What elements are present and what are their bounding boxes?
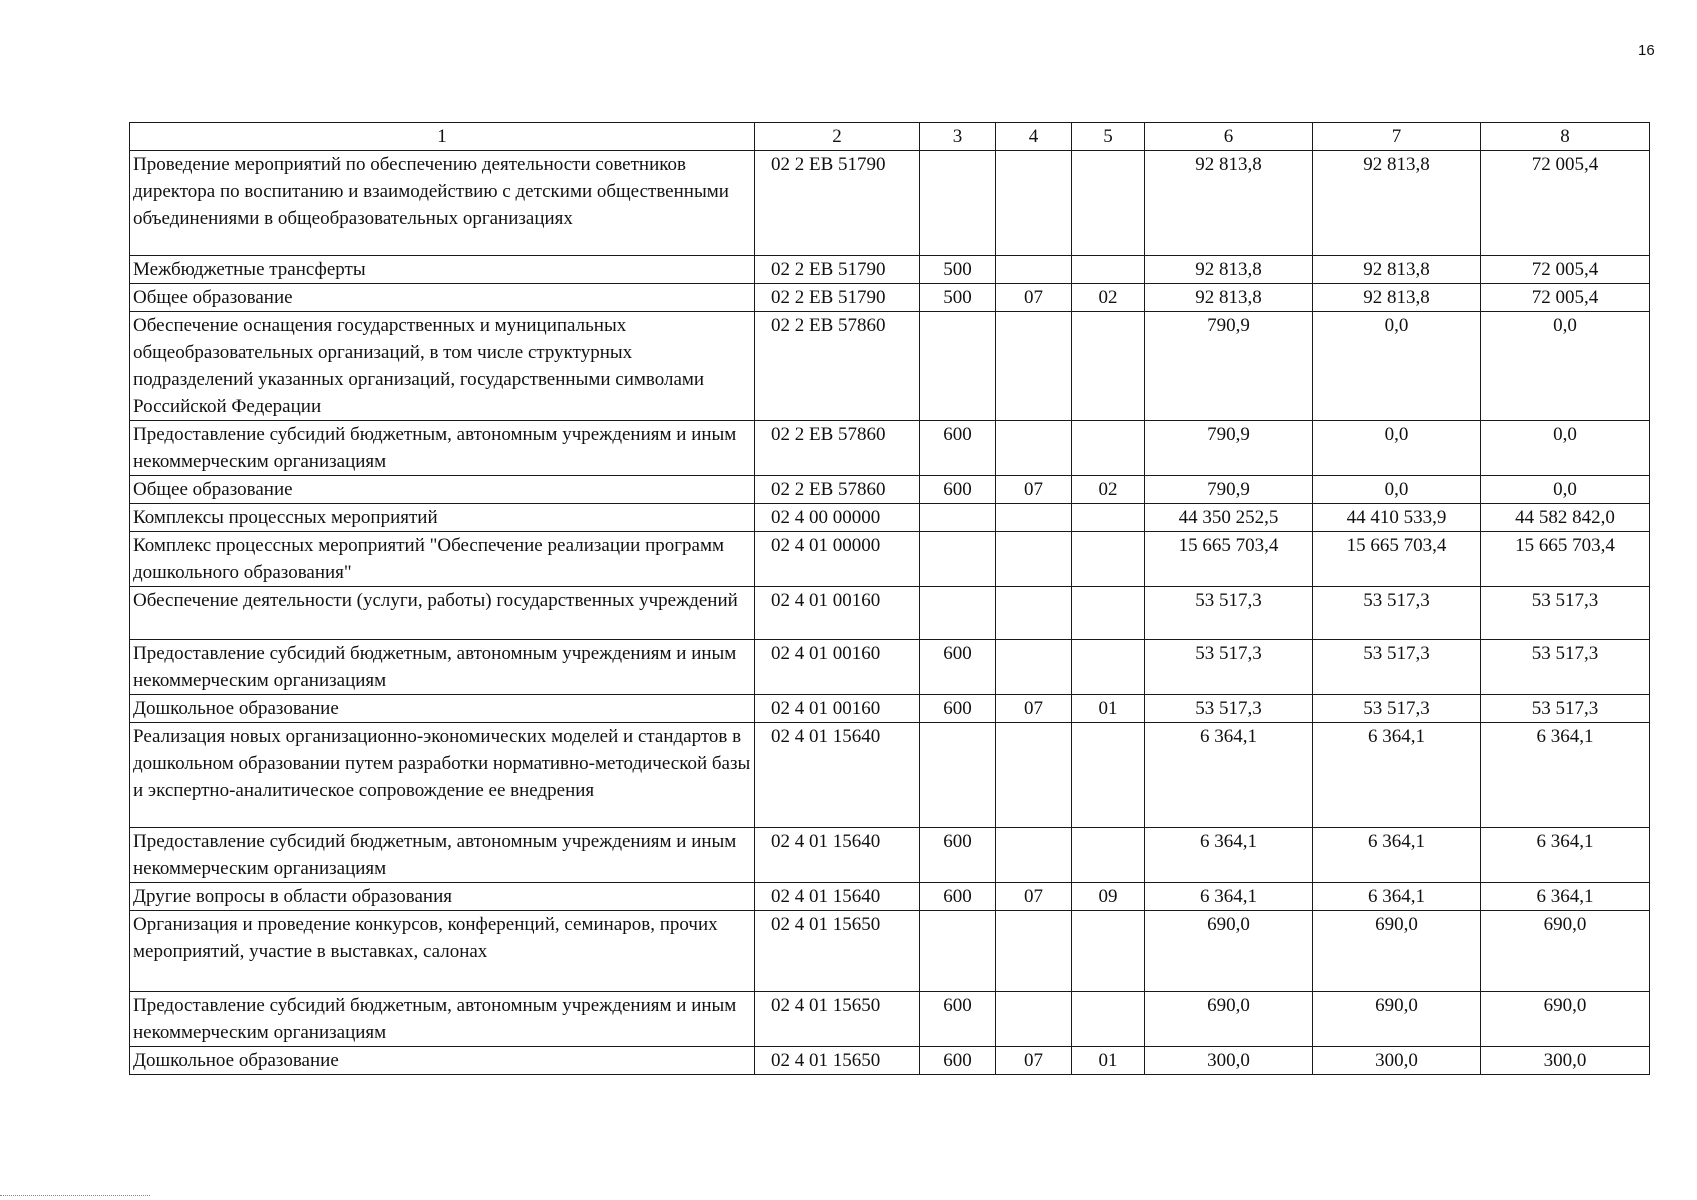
row-value-cell: 790,9 <box>1145 312 1313 421</box>
row-section-cell <box>996 587 1072 640</box>
row-value-cell: 0,0 <box>1313 312 1481 421</box>
row-name-cell: Общее образование <box>130 476 755 504</box>
row-value-cell: 6 364,1 <box>1313 828 1481 883</box>
row-value-cell: 92 813,8 <box>1313 256 1481 284</box>
table-row <box>130 828 1650 883</box>
row-value-cell: 300,0 <box>1313 1047 1481 1075</box>
row-value-cell: 0,0 <box>1481 421 1650 476</box>
header-cell: 4 <box>996 123 1072 151</box>
row-value-cell: 53 517,3 <box>1145 695 1313 723</box>
row-code-cell: 02 4 01 00160 <box>755 587 920 640</box>
row-value-cell: 53 517,3 <box>1313 640 1481 695</box>
row-code-cell: 02 2 ЕВ 51790 <box>755 151 920 256</box>
row-value-cell: 690,0 <box>1481 992 1650 1047</box>
row-value-cell: 53 517,3 <box>1313 587 1481 640</box>
row-code-cell: 02 4 01 00000 <box>755 532 920 587</box>
row-type-cell <box>920 587 996 640</box>
row-type-cell: 600 <box>920 476 996 504</box>
row-code-cell: 02 4 01 00160 <box>755 640 920 695</box>
row-name-cell: Другие вопросы в области образования <box>130 883 755 911</box>
row-code-cell: 02 2 ЕВ 57860 <box>755 476 920 504</box>
footer-divider <box>0 1195 150 1196</box>
row-value-cell: 92 813,8 <box>1145 284 1313 312</box>
row-section-cell <box>996 911 1072 992</box>
row-subsection-cell <box>1072 640 1145 695</box>
row-value-cell: 44 410 533,9 <box>1313 504 1481 532</box>
row-name-cell: Предоставление субсидий бюджетным, автономным учреждениям и иным некоммерческим организациям <box>130 992 755 1047</box>
row-code-cell: 02 4 01 00160 <box>755 695 920 723</box>
row-type-cell <box>920 911 996 992</box>
row-subsection-cell <box>1072 587 1145 640</box>
row-section-cell <box>996 640 1072 695</box>
row-name-cell: Обеспечение оснащения государственных и муниципальных общеобразовательных организаций, в том числе структурных подразделений указанных организаций, государственными символами Российской Федерации <box>130 312 755 421</box>
table-row <box>130 476 1650 504</box>
row-type-cell: 600 <box>920 640 996 695</box>
row-code-cell: 02 4 00 00000 <box>755 504 920 532</box>
budget-table <box>129 122 1650 1075</box>
row-section-cell: 07 <box>996 883 1072 911</box>
row-value-cell: 690,0 <box>1313 911 1481 992</box>
row-value-cell: 72 005,4 <box>1481 151 1650 256</box>
table-row <box>130 640 1650 695</box>
table-row <box>130 256 1650 284</box>
row-value-cell: 72 005,4 <box>1481 284 1650 312</box>
row-type-cell <box>920 312 996 421</box>
row-section-cell: 07 <box>996 1047 1072 1075</box>
row-value-cell: 53 517,3 <box>1481 640 1650 695</box>
row-subsection-cell: 09 <box>1072 883 1145 911</box>
row-subsection-cell: 01 <box>1072 695 1145 723</box>
row-value-cell: 53 517,3 <box>1145 640 1313 695</box>
row-subsection-cell <box>1072 828 1145 883</box>
row-subsection-cell <box>1072 723 1145 828</box>
table-row <box>130 151 1650 256</box>
row-type-cell <box>920 504 996 532</box>
row-subsection-cell <box>1072 151 1145 256</box>
table-row <box>130 532 1650 587</box>
table-body <box>130 151 1650 1075</box>
row-section-cell <box>996 256 1072 284</box>
row-value-cell: 92 813,8 <box>1313 151 1481 256</box>
row-code-cell: 02 4 01 15650 <box>755 911 920 992</box>
row-type-cell <box>920 532 996 587</box>
row-name-cell: Комплексы процессных мероприятий <box>130 504 755 532</box>
row-value-cell: 300,0 <box>1145 1047 1313 1075</box>
row-code-cell: 02 4 01 15640 <box>755 723 920 828</box>
row-value-cell: 790,9 <box>1145 476 1313 504</box>
row-value-cell: 92 813,8 <box>1313 284 1481 312</box>
row-value-cell: 6 364,1 <box>1481 723 1650 828</box>
row-value-cell: 53 517,3 <box>1481 695 1650 723</box>
row-name-cell: Дошкольное образование <box>130 695 755 723</box>
row-value-cell: 690,0 <box>1481 911 1650 992</box>
row-name-cell: Организация и проведение конкурсов, конференций, семинаров, прочих мероприятий, участие в выставках, салонах <box>130 911 755 992</box>
row-value-cell: 6 364,1 <box>1481 883 1650 911</box>
row-value-cell: 790,9 <box>1145 421 1313 476</box>
row-code-cell: 02 4 01 15640 <box>755 883 920 911</box>
row-section-cell: 07 <box>996 476 1072 504</box>
row-section-cell <box>996 723 1072 828</box>
row-section-cell <box>996 312 1072 421</box>
header-cell: 5 <box>1072 123 1145 151</box>
row-type-cell: 500 <box>920 284 996 312</box>
row-value-cell: 6 364,1 <box>1313 723 1481 828</box>
row-section-cell: 07 <box>996 695 1072 723</box>
row-value-cell: 92 813,8 <box>1145 151 1313 256</box>
header-cell: 7 <box>1313 123 1481 151</box>
row-value-cell: 53 517,3 <box>1145 587 1313 640</box>
row-section-cell <box>996 421 1072 476</box>
row-code-cell: 02 2 ЕВ 57860 <box>755 421 920 476</box>
table-row <box>130 723 1650 828</box>
row-code-cell: 02 4 01 15640 <box>755 828 920 883</box>
row-section-cell <box>996 504 1072 532</box>
row-value-cell: 72 005,4 <box>1481 256 1650 284</box>
row-subsection-cell: 01 <box>1072 1047 1145 1075</box>
row-value-cell: 15 665 703,4 <box>1313 532 1481 587</box>
row-subsection-cell <box>1072 992 1145 1047</box>
row-value-cell: 6 364,1 <box>1481 828 1650 883</box>
table-header <box>130 123 1650 151</box>
table-row <box>130 504 1650 532</box>
row-value-cell: 44 350 252,5 <box>1145 504 1313 532</box>
row-type-cell: 600 <box>920 828 996 883</box>
header-row <box>130 123 1650 151</box>
header-cell: 1 <box>130 123 755 151</box>
row-value-cell: 53 517,3 <box>1481 587 1650 640</box>
row-code-cell: 02 2 ЕВ 51790 <box>755 284 920 312</box>
row-name-cell: Межбюджетные трансферты <box>130 256 755 284</box>
header-cell: 2 <box>755 123 920 151</box>
row-type-cell: 600 <box>920 421 996 476</box>
row-value-cell: 92 813,8 <box>1145 256 1313 284</box>
row-section-cell <box>996 828 1072 883</box>
table-row <box>130 1047 1650 1075</box>
row-type-cell: 600 <box>920 1047 996 1075</box>
row-value-cell: 300,0 <box>1481 1047 1650 1075</box>
table-row <box>130 911 1650 992</box>
row-subsection-cell: 02 <box>1072 476 1145 504</box>
page-number: 16 <box>1638 42 1655 59</box>
header-cell: 6 <box>1145 123 1313 151</box>
row-name-cell: Предоставление субсидий бюджетным, автономным учреждениям и иным некоммерческим организациям <box>130 421 755 476</box>
row-type-cell: 600 <box>920 883 996 911</box>
row-section-cell <box>996 532 1072 587</box>
table-row <box>130 992 1650 1047</box>
row-value-cell: 6 364,1 <box>1145 723 1313 828</box>
row-subsection-cell <box>1072 911 1145 992</box>
row-value-cell: 0,0 <box>1313 476 1481 504</box>
row-name-cell: Предоставление субсидий бюджетным, автономным учреждениям и иным некоммерческим организациям <box>130 640 755 695</box>
row-type-cell: 600 <box>920 992 996 1047</box>
row-name-cell: Общее образование <box>130 284 755 312</box>
row-name-cell: Комплекс процессных мероприятий "Обеспечение реализации программ дошкольного образования" <box>130 532 755 587</box>
row-type-cell: 500 <box>920 256 996 284</box>
table-row <box>130 312 1650 421</box>
row-value-cell: 6 364,1 <box>1145 828 1313 883</box>
row-subsection-cell <box>1072 532 1145 587</box>
row-value-cell: 44 582 842,0 <box>1481 504 1650 532</box>
row-subsection-cell: 02 <box>1072 284 1145 312</box>
row-name-cell: Реализация новых организационно-экономических моделей и стандартов в дошкольном образовании путем разработки нормативно-методической базы и экспертно-аналитическое сопровождение ее внедрения <box>130 723 755 828</box>
row-name-cell: Дошкольное образование <box>130 1047 755 1075</box>
row-value-cell: 15 665 703,4 <box>1481 532 1650 587</box>
table-row <box>130 883 1650 911</box>
row-value-cell: 0,0 <box>1481 476 1650 504</box>
table-row <box>130 587 1650 640</box>
row-section-cell <box>996 151 1072 256</box>
row-value-cell: 6 364,1 <box>1313 883 1481 911</box>
row-value-cell: 6 364,1 <box>1145 883 1313 911</box>
row-value-cell: 0,0 <box>1313 421 1481 476</box>
header-cell: 8 <box>1481 123 1650 151</box>
row-type-cell <box>920 723 996 828</box>
row-value-cell: 53 517,3 <box>1313 695 1481 723</box>
row-value-cell: 690,0 <box>1313 992 1481 1047</box>
table-row <box>130 421 1650 476</box>
row-value-cell: 0,0 <box>1481 312 1650 421</box>
row-code-cell: 02 2 ЕВ 57860 <box>755 312 920 421</box>
table-row <box>130 284 1650 312</box>
row-code-cell: 02 2 ЕВ 51790 <box>755 256 920 284</box>
row-subsection-cell <box>1072 504 1145 532</box>
header-cell: 3 <box>920 123 996 151</box>
row-value-cell: 690,0 <box>1145 992 1313 1047</box>
table-row <box>130 695 1650 723</box>
row-subsection-cell <box>1072 421 1145 476</box>
row-name-cell: Предоставление субсидий бюджетным, автономным учреждениям и иным некоммерческим организациям <box>130 828 755 883</box>
row-code-cell: 02 4 01 15650 <box>755 992 920 1047</box>
row-type-cell: 600 <box>920 695 996 723</box>
row-subsection-cell <box>1072 312 1145 421</box>
row-section-cell: 07 <box>996 284 1072 312</box>
row-subsection-cell <box>1072 256 1145 284</box>
row-value-cell: 15 665 703,4 <box>1145 532 1313 587</box>
row-value-cell: 690,0 <box>1145 911 1313 992</box>
row-type-cell <box>920 151 996 256</box>
row-section-cell <box>996 992 1072 1047</box>
row-name-cell: Обеспечение деятельности (услуги, работы) государственных учреждений <box>130 587 755 640</box>
row-name-cell: Проведение мероприятий по обеспечению деятельности советников директора по воспитанию и взаимодействию с детскими общественными объединениями в общеобразовательных организациях <box>130 151 755 256</box>
row-code-cell: 02 4 01 15650 <box>755 1047 920 1075</box>
